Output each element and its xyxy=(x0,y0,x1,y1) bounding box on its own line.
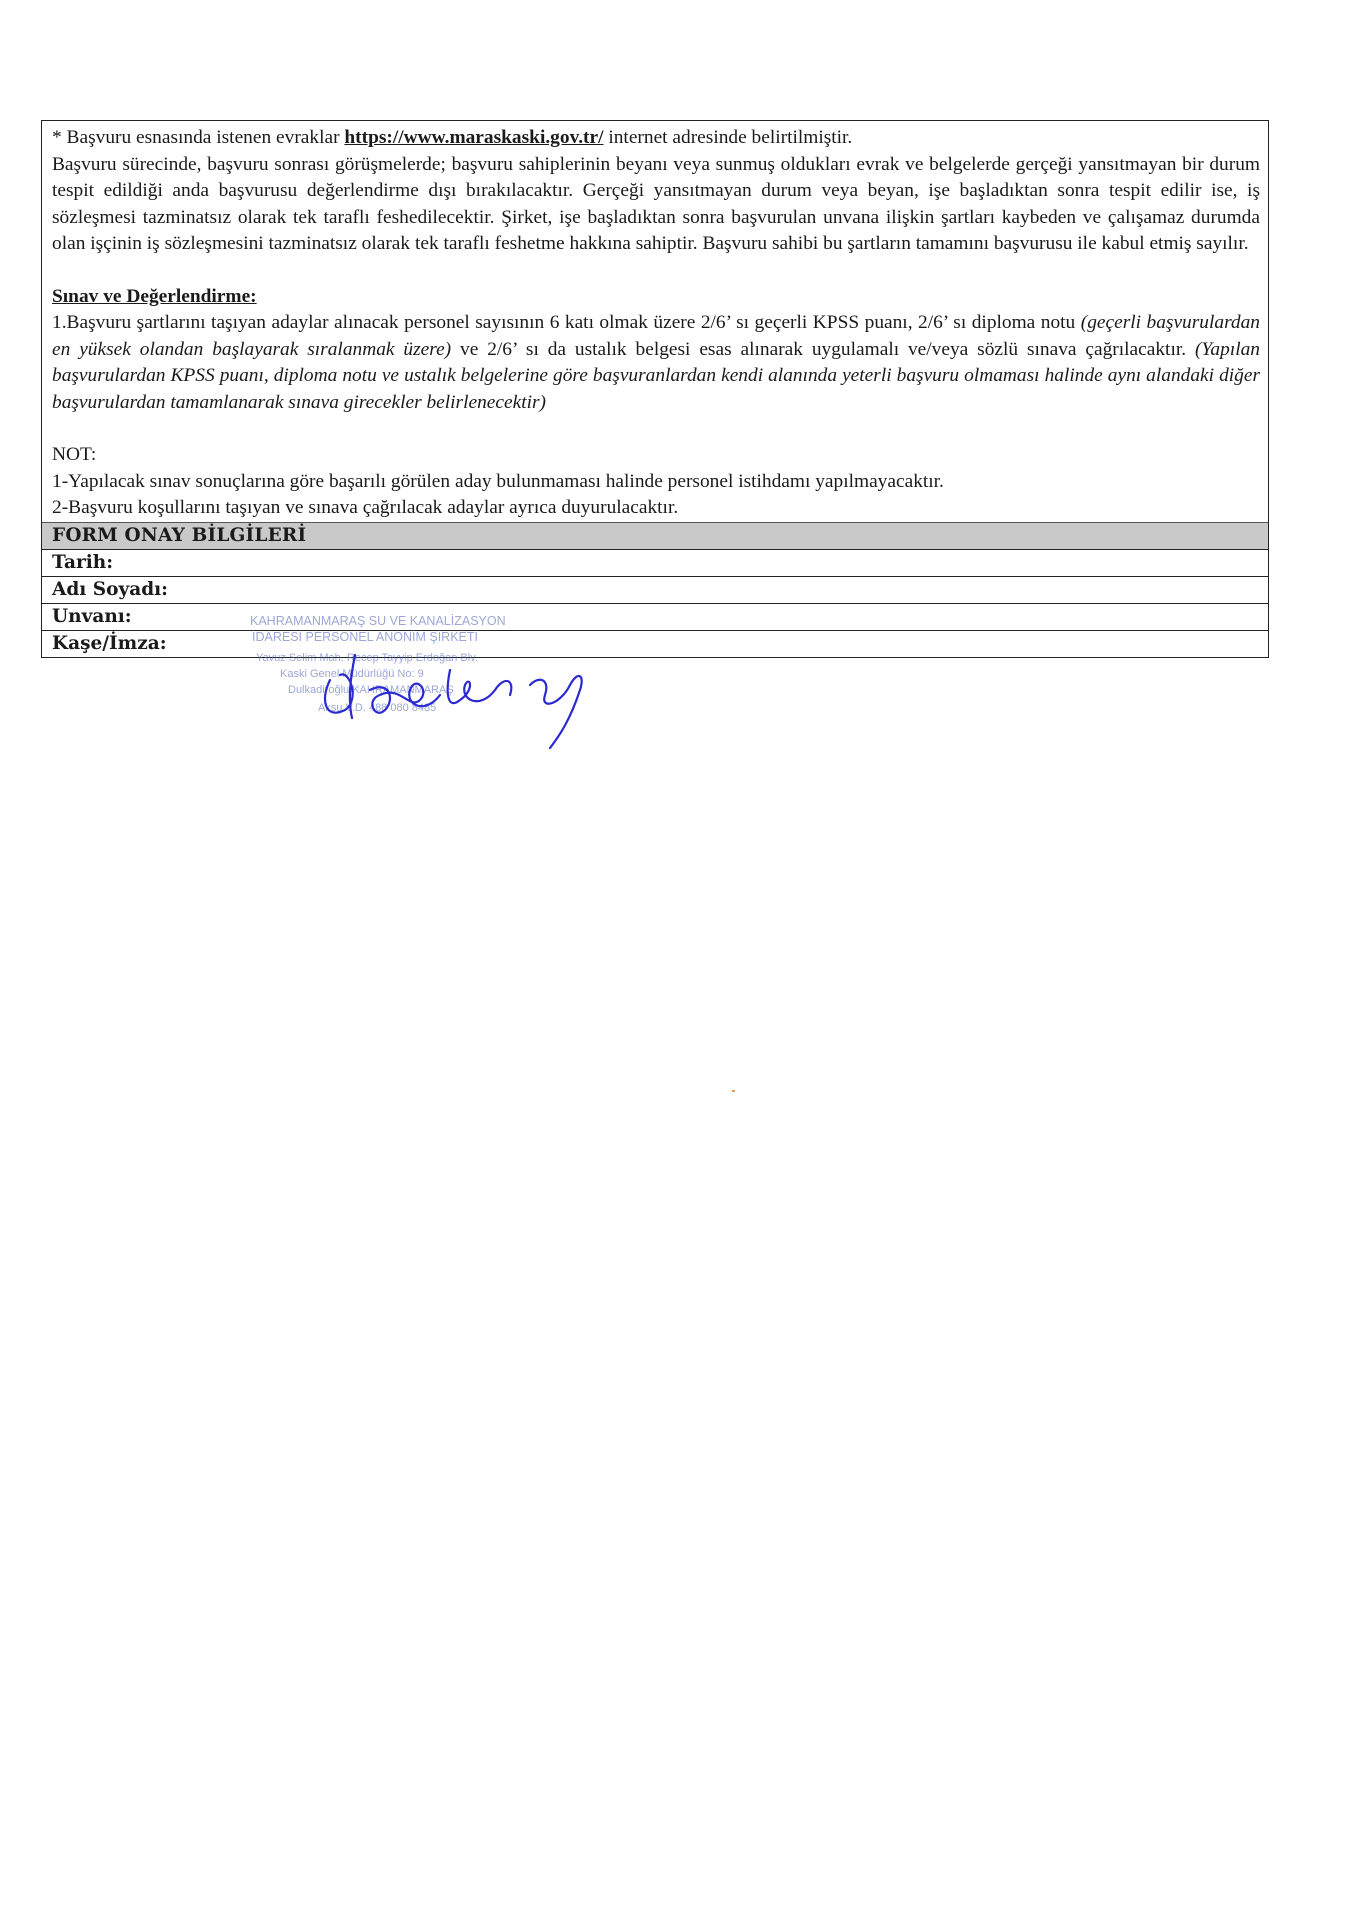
form-approval-header: FORM ONAY BİLGİLERİ xyxy=(42,522,1268,549)
intro-line xyxy=(52,125,1260,152)
form-row-stamp-signature: Kaşe/İmza: xyxy=(42,630,1268,657)
intro-prefix: * Başvuru esnasında istenen evraklar xyxy=(52,127,345,148)
note-heading: NOT: xyxy=(52,444,97,465)
note-item: 1-Yapılacak sınav sonuçlarına göre başarılı görülen aday bulunmaması halinde personel istihdamı yapılmayacaktır. xyxy=(52,470,944,492)
exam-heading: Sınav ve Değerlendirme: xyxy=(52,285,257,307)
company-stamp: KAHRAMANMARAŞ SU VE KANALİZASYON İDARESİ PERSONEL ANONİM ŞİRKETİ Yavuz Selim Mah. Recep Tayyip Erdoğan Blv. Kaski Genel Müdürlüğü No: 9 Dulkadiroğlu/KAHRAMANMARAŞ Aksu V.D. 488 080 8485 xyxy=(250,614,506,714)
form-row-name: Adı Soyadı: xyxy=(42,576,1268,603)
handwritten-signature xyxy=(300,640,620,750)
form-row-title: Unvanı: xyxy=(42,603,1268,630)
document-content xyxy=(42,121,1268,522)
form-row-date: Tarih: xyxy=(42,549,1268,576)
note-item: 2-Başvuru koşullarını taşıyan ve sınava çağrılacak adaylar ayrıca duyurulacaktır. xyxy=(52,497,679,518)
intro-suffix: internet adresinde belirtilmiştir. xyxy=(603,127,853,148)
intro-paragraph: Başvuru sürecinde, başvuru sonrası görüşmelerde; başvuru sahiplerinin beyanı veya sunmuş oldukları evrak ve belgelerde gerçeği yansıtmayan bir durum tespit edildiği anda başvurusu değerlendirme dışı bırakılacaktır. Gerçeği yansıtmayan durum veya beyan, işe başladıktan sonra tespit edilir ise, iş sözleşmesi tazminatsız olarak tek taraflı feshedilecektir. Şirket, işe başladıktan sonra başvurulan unvana ilişkin şartları kaybeden ve çalışamaz durumda olan işçinin iş sözleşmesini tazminatsız olarak tek taraflı feshetme hakkına sahiptir. Başvuru sahibi bu şartların tamamını başvurusu ile kabul etmiş sayılır. xyxy=(52,153,1260,254)
document-box xyxy=(41,120,1269,658)
website-link[interactable]: https://www.maraskaski.gov.tr/ xyxy=(344,127,604,148)
exam-paragraph: 1.Başvuru şartlarını taşıyan adaylar alınacak personel sayısının 6 katı olmak üzere 2/6’ sı geçerli KPSS puanı, 2/6’ sı diploma notu (geçerli başvurulardan en yüksek olandan başlayarak sıralanmak üzere) ve 2/6’ sı da ustalık belgesi esas alınarak uygulamalı ve/veya sözlü sınava çağrılacaktır. (Yapılan başvurulardan KPSS puanı, diploma notu ve ustalık belgelerine göre başvuranlardan kendi alanında yeterli başvuru olmaması halinde aynı alandaki diğer başvurulardan tamamlanarak sınava girecekler belirlenecektir) xyxy=(52,312,1260,413)
scan-speck xyxy=(732,1090,735,1092)
